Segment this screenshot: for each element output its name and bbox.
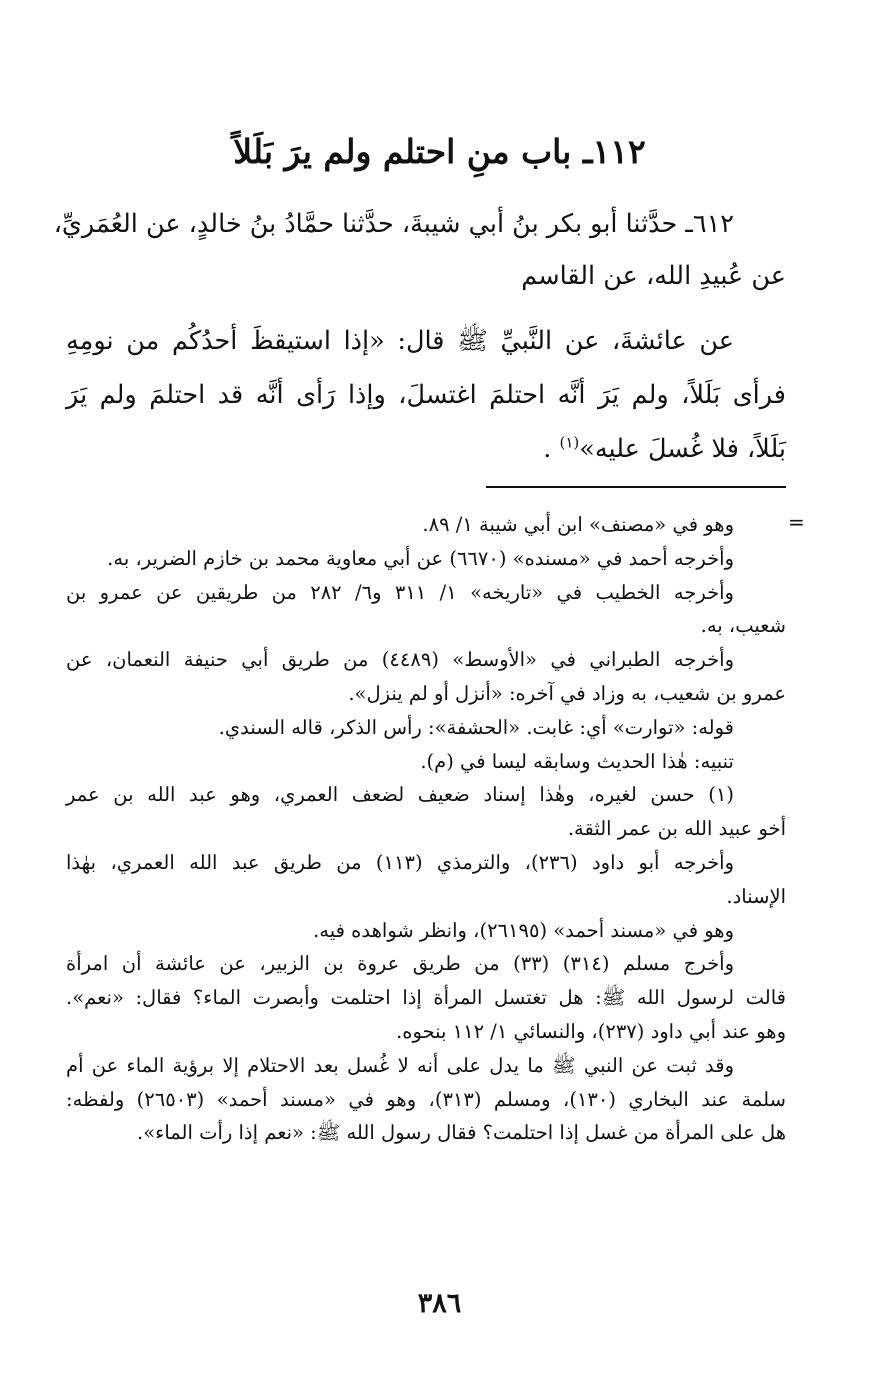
matn-line: بَلَلاً، فلا غُسلَ عليه» [579, 434, 786, 464]
matn-last-line [66, 422, 786, 476]
isnad-line: عن عُبيدِ الله، عن القاسم [521, 261, 786, 291]
note-paragraph [66, 643, 786, 711]
page-number: ٣٨٦ [417, 1288, 462, 1319]
note-paragraph [66, 745, 786, 779]
note-line: شعيب، به. [700, 614, 786, 638]
note-line: الإسناد. [726, 884, 786, 908]
note-line: وأخرجه أحمد في «مسنده» (٦٦٧٠) عن أبي معاوية محمد بن خازم الضرير، به. [107, 546, 734, 570]
footnote-separator [486, 486, 786, 488]
note-line: أخو عبيد الله بن عمر الثقة. [567, 817, 786, 841]
matn-line: فرأى بَلَلاً، ولم يَرَ أنَّه احتلمَ اغتسلَ، وإذا رَأى أنَّه قد احتلمَ ولم يَرَ [66, 380, 786, 410]
note-line: وأخرج مسلم (٣١٤) (٣٣) من طريق عروة بن الزبير، عن عائشة أن امرأة [66, 952, 735, 976]
note-line: هل على المرأة من غسل إذا احتلمت؟ فقال رسول الله ﷺ: «نعم إذا رأت الماء». [137, 1121, 786, 1145]
note-line: قوله: «توارت» أي: غابت. «الحشفة»: رأس الذكر، قاله السندي. [218, 715, 734, 739]
note-paragraph [66, 508, 786, 542]
note-line: (١) حسن لغيره، وهٰذا إسناد ضعيف لضعف العمري، وهو عبد الله بن عمر [66, 783, 734, 807]
hadith-matn [66, 314, 786, 476]
note-line: وقد ثبت عن النبي ﷺ ما يدل على أنه لا غُسل بعد الاحتلام إلا برؤية الماء عن أم [66, 1053, 734, 1077]
note-line: وأخرجه الطبراني في «الأوسط» (٤٤٨٩) من طريق أبي حنيفة النعمان، عن [66, 648, 734, 672]
matn-line: عن عائشةَ، عن النَّبيِّ ﷺ قال: «إذا استيقظَ أحدُكُم من نومِهِ [66, 326, 734, 356]
note-paragraph [66, 711, 786, 745]
note-line: وأخرجه الخطيب في «تاريخه» ١/ ٣١١ و٦/ ٢٨٢ من طريقين عن عمرو بن [66, 580, 734, 604]
note-paragraph [66, 947, 786, 1048]
note-line: تنبيه: هٰذا الحديث وسابقه ليسا في (م). [420, 749, 734, 773]
isnad-line: ٦١٢ـ حدَّثنا أبو بكر بنُ أبي شيبةَ، حدَّثنا حمَّادُ بنُ خالدٍ، عن العُمَريِّ، [53, 209, 734, 239]
note-paragraph [66, 914, 786, 948]
footnote-reference[interactable]: (١) [559, 433, 580, 452]
note-paragraph [66, 542, 786, 576]
continuation-mark: = [788, 510, 805, 534]
note-line: وهو عند أبي داود (٢٣٧)، والنسائي ١/ ١١٢ بنحوه. [396, 1019, 786, 1043]
matn-end-mark: . [543, 434, 552, 464]
hadith-isnad [53, 198, 786, 302]
note-paragraph [66, 846, 786, 914]
note-line: عمرو بن شعيب، به وزاد في آخره: «أنزل أو لم ينزل». [348, 681, 786, 705]
footnotes [66, 508, 786, 1150]
note-line: وأخرجه أبو داود (٢٣٦)، والترمذي (١١٣) من طريق عبد الله العمري، بهٰذا [66, 850, 734, 874]
chapter-title: ١١٢ـ باب منِ احتلم ولم يرَ بَلَلاً [233, 132, 646, 171]
note-paragraph [66, 778, 786, 846]
note-line: سلمة عند البخاري (١٣٠)، ومسلم (٣١٣)، وهو في «مسند أحمد» (٢٦٥٠٣) ولفظه: [66, 1087, 786, 1111]
note-line: وهو في «مصنف» ابن أبي شيبة ١/ ٨٩. [422, 513, 734, 536]
note-line: وهو في «مسند أحمد» (٢٦١٩٥)، وانظر شواهده فيه. [313, 918, 734, 942]
note-paragraph [66, 576, 786, 644]
note-paragraph [66, 1049, 786, 1150]
note-line: قالت لرسول الله ﷺ: هل تغتسل المرأة إذا احتلمت وأبصرت الماء؟ فقال: «نعم». [66, 986, 786, 1010]
